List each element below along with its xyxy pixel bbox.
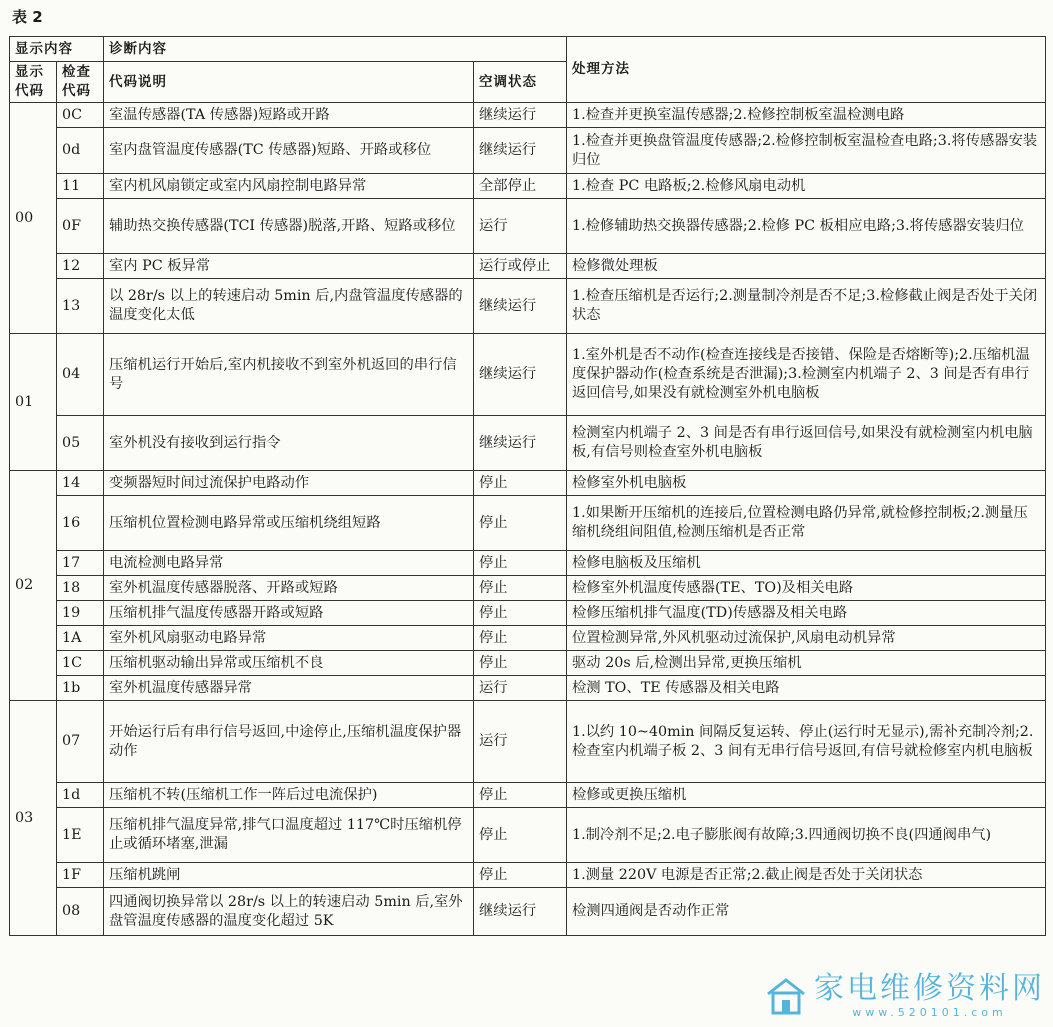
table-row xyxy=(10,128,1046,174)
table-row xyxy=(10,601,1046,626)
ac-status-cell: 停止 xyxy=(474,863,567,888)
method-cell: 检修电脑板及压缩机 xyxy=(567,551,1046,576)
table-row xyxy=(10,334,1046,416)
ac-status-cell: 继续运行 xyxy=(474,103,567,128)
table-row xyxy=(10,676,1046,701)
code-desc-cell: 室温传感器(TA 传感器)短路或开路 xyxy=(104,103,474,128)
table-row xyxy=(10,103,1046,128)
code-desc-cell: 室外机风扇驱动电路异常 xyxy=(104,626,474,651)
method-cell: 1.检查并更换室温传感器;2.检修控制板室温检测电路 xyxy=(567,103,1046,128)
code-desc-cell: 压缩机排气温度传感器开路或短路 xyxy=(104,601,474,626)
method-cell: 1.测量 220V 电源是否正常;2.截止阀是否处于关闭状态 xyxy=(567,863,1046,888)
table-row xyxy=(10,496,1046,551)
code-desc-cell: 电流检测电路异常 xyxy=(104,551,474,576)
ac-status-cell: 继续运行 xyxy=(474,334,567,416)
table-row xyxy=(10,701,1046,783)
display-code-cell: 03 xyxy=(10,701,57,936)
header-display-content: 显示内容 xyxy=(10,37,104,62)
method-cell: 1.检查并更换盘管温度传感器;2.检修控制板室温检查电路;3.将传感器安装归位 xyxy=(567,128,1046,174)
site-watermark xyxy=(764,972,1045,1019)
check-code-cell: 07 xyxy=(57,701,104,783)
fault-code-table xyxy=(9,36,1046,936)
display-code-cell: 01 xyxy=(10,334,57,471)
ac-status-cell: 继续运行 xyxy=(474,279,567,334)
code-desc-cell: 压缩机不转(压缩机工作一阵后过电流保护) xyxy=(104,783,474,808)
header-ac-status: 空调状态 xyxy=(474,62,567,103)
table-row xyxy=(10,551,1046,576)
code-desc-cell: 室外机温度传感器异常 xyxy=(104,676,474,701)
check-code-cell: 0F xyxy=(57,199,104,254)
ac-status-cell: 运行 xyxy=(474,676,567,701)
header-method: 处理方法 xyxy=(567,37,1046,103)
check-code-cell: 16 xyxy=(57,496,104,551)
code-desc-cell: 开始运行后有串行信号返回,中途停止,压缩机温度保护器动作 xyxy=(104,701,474,783)
method-cell: 1.检查 PC 电路板;2.检修风扇电动机 xyxy=(567,174,1046,199)
code-desc-cell: 室外机温度传感器脱落、开路或短路 xyxy=(104,576,474,601)
method-cell: 检修室外机电脑板 xyxy=(567,471,1046,496)
method-cell: 1.检修辅助热交换器传感器;2.检修 PC 板相应电路;3.将传感器安装归位 xyxy=(567,199,1046,254)
ac-status-cell: 停止 xyxy=(474,576,567,601)
ac-status-cell: 停止 xyxy=(474,783,567,808)
table-row xyxy=(10,651,1046,676)
display-code-cell: 00 xyxy=(10,103,57,334)
table-row xyxy=(10,863,1046,888)
ac-status-cell: 运行 xyxy=(474,701,567,783)
code-desc-cell: 室内 PC 板异常 xyxy=(104,254,474,279)
ac-status-cell: 运行 xyxy=(474,199,567,254)
check-code-cell: 08 xyxy=(57,888,104,936)
check-code-cell: 1A xyxy=(57,626,104,651)
header-code-desc: 代码说明 xyxy=(104,62,474,103)
code-desc-cell: 室内机风扇锁定或室内风扇控制电路异常 xyxy=(104,174,474,199)
house-logo-icon xyxy=(764,976,808,1016)
ac-status-cell: 继续运行 xyxy=(474,888,567,936)
display-code-cell: 02 xyxy=(10,471,57,701)
code-desc-cell: 辅助热交换传感器(TCI 传感器)脱落,开路、短路或移位 xyxy=(104,199,474,254)
check-code-cell: 0d xyxy=(57,128,104,174)
method-cell: 位置检测异常,外风机驱动过流保护,风扇电动机异常 xyxy=(567,626,1046,651)
header-display-code: 显示代码 xyxy=(10,62,57,103)
code-desc-cell: 压缩机运行开始后,室内机接收不到室外机返回的串行信号 xyxy=(104,334,474,416)
check-code-cell: 13 xyxy=(57,279,104,334)
table-row xyxy=(10,783,1046,808)
method-cell: 1.以约 10~40min 间隔反复运转、停止(运行时无显示),需补充制冷剂;2.检查室内机端子板 2、3 间有无串行信号返回,有信号就检修室内机电脑板 xyxy=(567,701,1046,783)
header-check-code: 检查代码 xyxy=(57,62,104,103)
table-row xyxy=(10,808,1046,863)
table-row xyxy=(10,576,1046,601)
code-desc-cell: 四通阀切换异常以 28r/s 以上的转速启动 5min 后,室外盘管温度传感器的温度变化超过 5K xyxy=(104,888,474,936)
code-desc-cell: 压缩机跳闸 xyxy=(104,863,474,888)
method-cell: 检测 TO、TE 传感器及相关电路 xyxy=(567,676,1046,701)
ac-status-cell: 停止 xyxy=(474,471,567,496)
table-row xyxy=(10,279,1046,334)
table-row xyxy=(10,254,1046,279)
code-desc-cell: 室内盘管温度传感器(TC 传感器)短路、开路或移位 xyxy=(104,128,474,174)
ac-status-cell: 停止 xyxy=(474,651,567,676)
method-cell: 1.如果断开压缩机的连接后,位置检测电路仍异常,就检修控制板;2.测量压缩机绕组间阻值,检测压缩机是否正常 xyxy=(567,496,1046,551)
watermark-text: 家电维修资料网 xyxy=(814,971,1045,1006)
check-code-cell: 18 xyxy=(57,576,104,601)
table-row xyxy=(10,416,1046,471)
code-desc-cell: 压缩机排气温度异常,排气口温度超过 117℃时压缩机停止或循环堵塞,泄漏 xyxy=(104,808,474,863)
method-cell: 检测四通阀是否动作正常 xyxy=(567,888,1046,936)
ac-status-cell: 停止 xyxy=(474,808,567,863)
check-code-cell: 1d xyxy=(57,783,104,808)
method-cell: 1.制冷剂不足;2.电子膨胀阀有故障;3.四通阀切换不良(四通阀串气) xyxy=(567,808,1046,863)
ac-status-cell: 停止 xyxy=(474,551,567,576)
check-code-cell: 05 xyxy=(57,416,104,471)
code-desc-cell: 变频器短时间过流保护电路动作 xyxy=(104,471,474,496)
check-code-cell: 19 xyxy=(57,601,104,626)
method-cell: 驱动 20s 后,检测出异常,更换压缩机 xyxy=(567,651,1046,676)
table-row xyxy=(10,174,1046,199)
method-cell: 检修微处理板 xyxy=(567,254,1046,279)
table-body xyxy=(10,103,1046,936)
check-code-cell: 14 xyxy=(57,471,104,496)
ac-status-cell: 停止 xyxy=(474,496,567,551)
ac-status-cell: 全部停止 xyxy=(474,174,567,199)
code-desc-cell: 压缩机驱动输出异常或压缩机不良 xyxy=(104,651,474,676)
table-row xyxy=(10,626,1046,651)
check-code-cell: 11 xyxy=(57,174,104,199)
table-row xyxy=(10,199,1046,254)
method-cell: 检修室外机温度传感器(TE、TO)及相关电路 xyxy=(567,576,1046,601)
check-code-cell: 04 xyxy=(57,334,104,416)
table-row xyxy=(10,471,1046,496)
check-code-cell: 0C xyxy=(57,103,104,128)
method-cell: 检修或更换压缩机 xyxy=(567,783,1046,808)
code-desc-cell: 压缩机位置检测电路异常或压缩机绕组短路 xyxy=(104,496,474,551)
table-row xyxy=(10,888,1046,936)
ac-status-cell: 停止 xyxy=(474,601,567,626)
table-caption: 表 2 xyxy=(12,8,43,26)
code-desc-cell: 室外机没有接收到运行指令 xyxy=(104,416,474,471)
ac-status-cell: 继续运行 xyxy=(474,416,567,471)
check-code-cell: 12 xyxy=(57,254,104,279)
method-cell: 1.检查压缩机是否运行;2.测量制冷剂是否不足;3.检修截止阀是否处于关闭状态 xyxy=(567,279,1046,334)
method-cell: 检修压缩机排气温度(TD)传感器及相关电路 xyxy=(567,601,1046,626)
check-code-cell: 1F xyxy=(57,863,104,888)
check-code-cell: 1E xyxy=(57,808,104,863)
ac-status-cell: 停止 xyxy=(474,626,567,651)
check-code-cell: 17 xyxy=(57,551,104,576)
code-desc-cell: 以 28r/s 以上的转速启动 5min 后,内盘管温度传感器的温度变化太低 xyxy=(104,279,474,334)
check-code-cell: 1b xyxy=(57,676,104,701)
header-diag-content: 诊断内容 xyxy=(104,37,567,62)
check-code-cell: 1C xyxy=(57,651,104,676)
ac-status-cell: 继续运行 xyxy=(474,128,567,174)
watermark-url: www.520101.com xyxy=(852,1006,1007,1019)
ac-status-cell: 运行或停止 xyxy=(474,254,567,279)
method-cell: 检测室内机端子 2、3 间是否有串行返回信号,如果没有就检测室内机电脑板,有信号则检查室外机电脑板 xyxy=(567,416,1046,471)
method-cell: 1.室外机是否不动作(检查连接线是否接错、保险是否熔断等);2.压缩机温度保护器动作(检查系统是否泄漏);3.检测室内机端子 2、3 间是否有串行返回信号,如果没有就检测室外机电脑板 xyxy=(567,334,1046,416)
